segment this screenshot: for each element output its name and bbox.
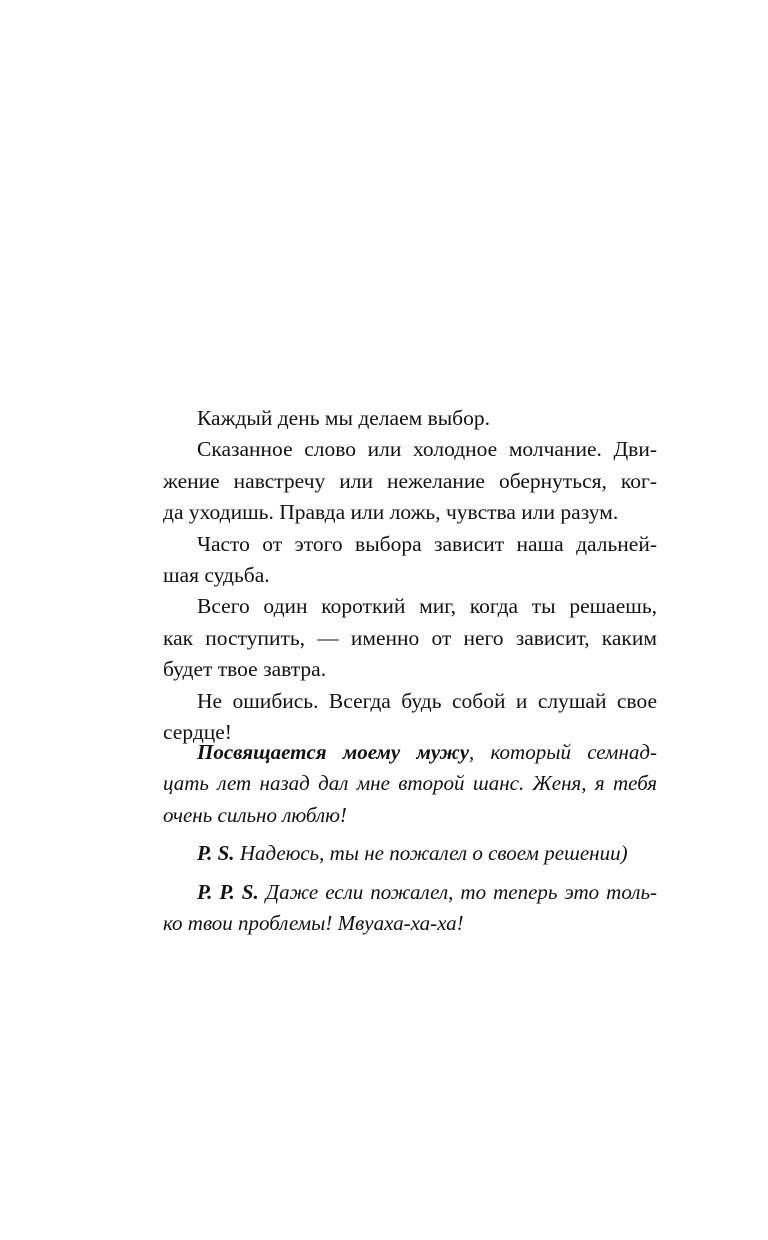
text-line: будет твое завтра. [163,657,327,682]
text-line: жение навстречу или нежелание обернуться, ког- [163,468,657,493]
dedication-line: очень сильно люблю! [163,802,347,827]
dedication-lead: Посвящается моему мужу [197,740,470,764]
text-line: да уходишь. Правда или ложь, чувства или разум. [163,500,619,525]
pps-label: P. P. S. [197,879,259,904]
pps-line: ко твои проблемы! Мвуаха-ха-ха! [163,910,464,935]
dedication-line: цать лет назад дал мне второй шанс. Женя, я тебя [163,771,657,796]
dedication-text [163,737,657,939]
text-line: Сказанное слово или холодное молчание. Дви- [197,437,657,462]
dedication-line [163,737,657,768]
text-line: Всего один короткий миг, когда ты решаешь, [197,594,657,619]
ps-label: P. S. [197,841,235,866]
pps-text: Даже если пожалел, то теперь это толь- [258,879,658,904]
text-line: Каждый день мы делаем выбор. [197,406,491,430]
text-line: как поступить, — именно от него зависит, каким [163,625,657,650]
dedication-line-rest: , который семнад- [469,740,657,764]
pps-line [163,877,657,908]
text-line: шая судьба. [163,562,270,587]
text-line: сердце! [163,719,232,744]
ps-text: Надеюсь, ты не пожалел о своем решении) [234,841,628,866]
text-line: Часто от этого выбора зависит наша дальней- [197,531,657,556]
epigraph-text [163,403,657,748]
ps-line [163,838,657,869]
text-line: Не ошибись. Всегда будь собой и слушай свое [197,688,657,713]
paragraph-gap [163,831,657,838]
paragraph-gap [163,870,657,877]
